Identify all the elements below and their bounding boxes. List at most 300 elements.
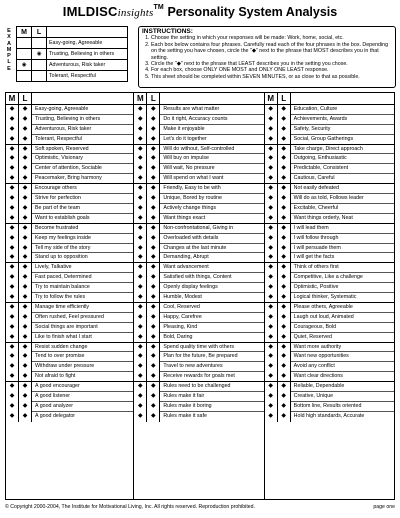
least-diamond-icon[interactable]: ◆	[19, 115, 32, 125]
least-diamond-icon[interactable]: ◆	[278, 402, 291, 412]
phrase-box	[6, 303, 133, 343]
phrase-text: Demanding, Abrupt	[163, 254, 209, 261]
most-diamond-icon[interactable]: ◆	[265, 392, 278, 402]
phrase-text: A good delegator	[35, 412, 76, 419]
most-diamond-icon[interactable]: ◆	[6, 174, 19, 184]
phrase-row	[134, 362, 263, 372]
least-diamond-icon[interactable]: ◆	[278, 263, 291, 273]
phrase-row	[6, 362, 133, 372]
most-diamond-icon[interactable]: ◆	[6, 372, 19, 382]
phrase-text: Want to establish goals	[35, 214, 90, 221]
least-diamond-icon[interactable]: ◆	[147, 184, 160, 194]
least-diamond-icon[interactable]: ◆	[278, 115, 291, 125]
most-diamond-icon[interactable]: ◆	[6, 303, 19, 313]
most-diamond-icon[interactable]: ◆	[265, 362, 278, 372]
least-diamond-icon[interactable]: ◆	[278, 253, 291, 263]
least-diamond-icon[interactable]: ◆	[278, 382, 291, 392]
phrase-text: Will buy on impulse	[160, 154, 263, 164]
most-diamond-icon[interactable]: ◆	[265, 412, 278, 422]
phrase-row	[6, 224, 133, 234]
least-diamond-icon[interactable]: ◆	[278, 234, 291, 244]
least-diamond-icon[interactable]: ◆	[19, 224, 32, 234]
phrase-row	[265, 105, 394, 115]
phrase-box	[265, 303, 394, 343]
least-diamond-icon[interactable]: ◆	[278, 174, 291, 184]
most-diamond-icon[interactable]: ◆	[134, 135, 147, 145]
least-diamond-icon[interactable]: ◆	[147, 204, 160, 214]
most-diamond-icon[interactable]: ◆	[6, 184, 19, 194]
phrase-box	[265, 184, 394, 224]
phrase-row	[265, 224, 394, 234]
least-diamond-icon[interactable]: ◆	[278, 372, 291, 382]
phrase-text: Courageous, Bold	[291, 323, 394, 333]
least-diamond-icon[interactable]: ◆	[147, 214, 160, 224]
most-diamond-icon[interactable]: ◆	[6, 343, 19, 353]
phrase-row	[6, 263, 133, 273]
instruction-item: 3. Circle the "◆" next to the phrase that LEAST describes you in the setting you chose.	[151, 61, 392, 67]
most-diamond-icon[interactable]: ◆	[134, 333, 147, 343]
example-l-cell[interactable]: ◉	[32, 49, 47, 60]
phrase-row	[265, 333, 394, 343]
most-diamond-icon[interactable]: ◆	[6, 105, 19, 115]
least-diamond-icon[interactable]: ◆	[147, 333, 160, 343]
most-diamond-icon[interactable]: ◆	[265, 105, 278, 115]
most-diamond-icon[interactable]: ◆	[265, 174, 278, 184]
least-diamond-icon[interactable]: ◆	[147, 293, 160, 303]
least-diamond-icon[interactable]: ◆	[147, 412, 160, 422]
example-l-cell[interactable]	[32, 38, 47, 49]
most-diamond-icon[interactable]: ◆	[265, 135, 278, 145]
most-diamond-icon[interactable]: ◆	[134, 224, 147, 234]
most-diamond-icon[interactable]: ◆	[134, 204, 147, 214]
least-diamond-icon[interactable]: ◆	[147, 164, 160, 174]
most-diamond-icon[interactable]: ◆	[265, 194, 278, 204]
most-diamond-icon[interactable]: ◆	[265, 154, 278, 164]
least-diamond-icon[interactable]: ◆	[278, 145, 291, 155]
least-diamond-icon[interactable]: ◆	[19, 343, 32, 353]
most-diamond-icon[interactable]: ◆	[6, 204, 19, 214]
phrase-text: Fast paced, Determined	[32, 273, 133, 283]
phrase-row	[265, 214, 394, 224]
phrase-box	[134, 184, 263, 224]
phrase-text: Strive for perfection	[32, 194, 133, 204]
most-diamond-icon[interactable]: ◆	[134, 362, 147, 372]
most-diamond-icon[interactable]: ◆	[6, 253, 19, 263]
example-m-cell[interactable]	[17, 38, 32, 49]
phrase-text: Creative, Unique	[291, 392, 394, 402]
least-diamond-icon[interactable]: ◆	[147, 125, 160, 135]
least-diamond-icon[interactable]: ◆	[278, 244, 291, 254]
phrase-row	[134, 204, 263, 214]
most-diamond-icon[interactable]: ◆	[265, 253, 278, 263]
least-diamond-icon[interactable]: ◆	[19, 125, 32, 135]
most-diamond-icon[interactable]: ◆	[6, 313, 19, 323]
most-diamond-icon[interactable]: ◆	[134, 145, 147, 155]
most-diamond-icon[interactable]: ◆	[265, 244, 278, 254]
most-diamond-icon[interactable]: ◆	[6, 392, 19, 402]
most-diamond-icon[interactable]: ◆	[134, 323, 147, 333]
phrase-box	[6, 382, 133, 422]
most-diamond-icon[interactable]: ◆	[6, 135, 19, 145]
most-diamond-icon[interactable]: ◆	[6, 323, 19, 333]
least-diamond-icon[interactable]: ◆	[147, 105, 160, 115]
most-diamond-icon[interactable]: ◆	[265, 234, 278, 244]
least-diamond-icon[interactable]: ◆	[278, 204, 291, 214]
most-diamond-icon[interactable]: ◆	[6, 224, 19, 234]
least-diamond-icon[interactable]: ◆	[278, 313, 291, 323]
phrase-text: Keep my feelings inside	[32, 234, 133, 244]
least-diamond-icon[interactable]: ◆	[19, 372, 32, 382]
phrase-box	[134, 145, 263, 185]
most-diamond-icon[interactable]: ◆	[6, 115, 19, 125]
least-diamond-icon[interactable]: ◆	[147, 382, 160, 392]
least-diamond-icon[interactable]: ◆	[278, 333, 291, 343]
most-diamond-icon[interactable]: ◆	[134, 412, 147, 422]
least-diamond-icon[interactable]: ◆	[19, 303, 32, 313]
most-diamond-icon[interactable]: ◆	[265, 145, 278, 155]
phrase-box	[134, 105, 263, 145]
least-diamond-icon[interactable]: ◆	[278, 214, 291, 224]
phrase-row	[134, 224, 263, 234]
most-diamond-icon[interactable]: ◆	[6, 244, 19, 254]
least-diamond-icon[interactable]: ◆	[147, 283, 160, 293]
most-diamond-icon[interactable]: ◆	[134, 283, 147, 293]
least-diamond-icon[interactable]: ◆	[278, 224, 291, 234]
most-diamond-icon[interactable]: ◆	[265, 115, 278, 125]
most-diamond-icon[interactable]: ◆	[265, 333, 278, 343]
phrase-box	[265, 105, 394, 145]
least-diamond-icon[interactable]: ◆	[19, 105, 32, 115]
least-diamond-icon[interactable]: ◆	[147, 263, 160, 273]
most-diamond-icon[interactable]: ◆	[6, 402, 19, 412]
most-diamond-icon[interactable]: ◆	[6, 234, 19, 244]
least-diamond-icon[interactable]: ◆	[278, 283, 291, 293]
phrase-row	[265, 303, 394, 313]
example-phrase: Tolerant, Respectful	[47, 71, 128, 82]
least-diamond-icon[interactable]: ◆	[19, 382, 32, 392]
least-diamond-icon[interactable]: ◆	[19, 273, 32, 283]
phrase-row	[134, 402, 263, 412]
most-diamond-icon[interactable]: ◆	[6, 352, 19, 362]
least-diamond-icon[interactable]: ◆	[19, 362, 32, 372]
least-diamond-icon[interactable]: ◆	[147, 273, 160, 283]
phrase-text: Bold, Daring	[163, 333, 193, 340]
phrase-row	[6, 204, 133, 214]
least-diamond-icon[interactable]: ◆	[19, 253, 32, 263]
least-diamond-icon[interactable]: ◆	[147, 372, 160, 382]
most-diamond-icon[interactable]: ◆	[134, 253, 147, 263]
most-diamond-icon[interactable]: ◆	[134, 392, 147, 402]
least-diamond-icon[interactable]: ◆	[19, 333, 32, 343]
phrase-row	[134, 194, 263, 204]
most-diamond-icon[interactable]: ◆	[265, 382, 278, 392]
phrase-row	[265, 392, 394, 402]
least-diamond-icon[interactable]: ◆	[147, 392, 160, 402]
least-diamond-icon[interactable]: ◆	[147, 224, 160, 234]
header-l: L	[277, 93, 290, 104]
phrase-row	[265, 125, 394, 135]
phrase-box	[134, 382, 263, 422]
header-l: L	[146, 93, 159, 104]
most-diamond-icon[interactable]: ◆	[6, 194, 19, 204]
most-diamond-icon[interactable]: ◆	[134, 164, 147, 174]
least-diamond-icon[interactable]: ◆	[19, 184, 32, 194]
most-diamond-icon[interactable]: ◆	[265, 303, 278, 313]
most-diamond-icon[interactable]: ◆	[265, 323, 278, 333]
least-diamond-icon[interactable]: ◆	[278, 303, 291, 313]
phrase-text: Plan for the future, Be prepared	[160, 352, 263, 362]
example-m-cell[interactable]	[17, 49, 32, 60]
most-diamond-icon[interactable]: ◆	[6, 382, 19, 392]
phrase-text: Education, Culture	[291, 105, 394, 115]
most-diamond-icon[interactable]: ◆	[265, 204, 278, 214]
least-diamond-icon[interactable]: ◆	[19, 244, 32, 254]
phrase-box	[6, 343, 133, 383]
phrase-text: Adventurous, Risk taker	[32, 125, 133, 135]
most-diamond-icon[interactable]: ◆	[134, 154, 147, 164]
most-diamond-icon[interactable]: ◆	[265, 293, 278, 303]
most-diamond-icon[interactable]: ◆	[134, 273, 147, 283]
most-diamond-icon[interactable]: ◆	[134, 244, 147, 254]
most-diamond-icon[interactable]: ◆	[134, 313, 147, 323]
phrase-text: Become frustrated	[32, 224, 133, 234]
least-diamond-icon[interactable]: ◆	[19, 392, 32, 402]
example-row	[17, 71, 128, 82]
phrase-text: Want things orderly, Neat	[293, 214, 353, 221]
example-l-cell[interactable]	[32, 71, 47, 82]
most-diamond-icon[interactable]: ◆	[134, 125, 147, 135]
least-diamond-icon[interactable]: ◆	[278, 323, 291, 333]
most-diamond-icon[interactable]: ◆	[134, 194, 147, 204]
least-diamond-icon[interactable]: ◆	[19, 283, 32, 293]
instruction-item: 4. For each box, choose ONLY ONE MOST and ONLY ONE LEAST response.	[151, 67, 392, 73]
least-diamond-icon[interactable]: ◆	[147, 303, 160, 313]
phrase-box	[265, 263, 394, 303]
least-diamond-icon[interactable]: ◆	[147, 194, 160, 204]
phrase-row	[134, 412, 263, 422]
example-row	[17, 38, 128, 49]
most-diamond-icon[interactable]: ◆	[6, 362, 19, 372]
most-diamond-icon[interactable]: ◆	[6, 145, 19, 155]
least-diamond-icon[interactable]: ◆	[147, 253, 160, 263]
phrase-text: I will get the facts	[293, 254, 335, 261]
phrase-text: Tend to over promise	[32, 352, 133, 362]
most-diamond-icon[interactable]: ◆	[134, 115, 147, 125]
most-diamond-icon[interactable]: ◆	[134, 382, 147, 392]
least-diamond-icon[interactable]: ◆	[19, 154, 32, 164]
most-diamond-icon[interactable]: ◆	[265, 224, 278, 234]
most-diamond-icon[interactable]: ◆	[134, 263, 147, 273]
phrase-row	[265, 362, 394, 372]
phrase-text: Changes at the last minute	[160, 244, 263, 254]
most-diamond-icon[interactable]: ◆	[265, 263, 278, 273]
least-diamond-icon[interactable]: ◆	[19, 402, 32, 412]
phrase-text: Bottom line, Results oriented	[291, 402, 394, 412]
most-diamond-icon[interactable]: ◆	[6, 214, 19, 224]
phrase-row	[6, 115, 133, 125]
example-phrase: Easy-going, Agreeable	[47, 38, 128, 49]
least-diamond-icon[interactable]: ◆	[278, 293, 291, 303]
phrase-text: Competitive, Like a challenge	[291, 273, 394, 283]
example-row	[17, 49, 128, 60]
least-diamond-icon[interactable]: ◆	[147, 402, 160, 412]
most-diamond-icon[interactable]: ◆	[265, 125, 278, 135]
phrase-row	[134, 343, 263, 353]
least-diamond-icon[interactable]: ◆	[19, 194, 32, 204]
least-diamond-icon[interactable]: ◆	[19, 145, 32, 155]
phrase-row	[265, 323, 394, 333]
least-diamond-icon[interactable]: ◆	[19, 204, 32, 214]
most-diamond-icon[interactable]: ◆	[6, 263, 19, 273]
least-diamond-icon[interactable]: ◆	[19, 164, 32, 174]
phrase-row	[6, 154, 133, 164]
phrase-text: Travel to new adventures	[160, 362, 263, 372]
most-diamond-icon[interactable]: ◆	[134, 343, 147, 353]
least-diamond-icon[interactable]: ◆	[19, 412, 32, 422]
phrase-text: A good analyzer	[32, 402, 133, 412]
least-diamond-icon[interactable]: ◆	[278, 343, 291, 353]
phrase-text: Logical thinker, Systematic	[293, 294, 357, 301]
least-diamond-icon[interactable]: ◆	[147, 362, 160, 372]
most-diamond-icon[interactable]: ◆	[265, 372, 278, 382]
phrase-text: Happy, Carefree	[160, 313, 263, 323]
least-diamond-icon[interactable]: ◆	[19, 135, 32, 145]
phrase-text: Try to follow the rules	[35, 294, 86, 301]
most-diamond-icon[interactable]: ◆	[6, 412, 19, 422]
most-diamond-icon[interactable]: ◆	[265, 184, 278, 194]
least-diamond-icon[interactable]: ◆	[278, 412, 291, 422]
least-diamond-icon[interactable]: ◆	[278, 352, 291, 362]
least-diamond-icon[interactable]: ◆	[19, 293, 32, 303]
least-diamond-icon[interactable]: ◆	[147, 313, 160, 323]
most-diamond-icon[interactable]: ◆	[6, 333, 19, 343]
least-diamond-icon[interactable]: ◆	[147, 154, 160, 164]
least-diamond-icon[interactable]: ◆	[278, 154, 291, 164]
phrase-row	[265, 253, 394, 263]
least-diamond-icon[interactable]: ◆	[278, 125, 291, 135]
most-diamond-icon[interactable]: ◆	[134, 303, 147, 313]
most-diamond-icon[interactable]: ◆	[6, 273, 19, 283]
most-diamond-icon[interactable]: ◆	[265, 283, 278, 293]
most-diamond-icon[interactable]: ◆	[265, 343, 278, 353]
most-diamond-icon[interactable]: ◆	[134, 234, 147, 244]
phrase-row	[6, 135, 133, 145]
least-diamond-icon[interactable]: ◆	[147, 234, 160, 244]
least-diamond-icon[interactable]: ◆	[19, 352, 32, 362]
column-header	[265, 93, 394, 105]
most-diamond-icon[interactable]: ◆	[134, 293, 147, 303]
most-diamond-icon[interactable]: ◆	[134, 105, 147, 115]
least-diamond-icon[interactable]: ◆	[19, 313, 32, 323]
phrase-row	[6, 293, 133, 303]
phrase-row	[134, 273, 263, 283]
least-diamond-icon[interactable]: ◆	[19, 323, 32, 333]
most-diamond-icon[interactable]: ◆	[6, 283, 19, 293]
phrase-text: Want clear directions	[293, 373, 343, 380]
most-diamond-icon[interactable]: ◆	[265, 214, 278, 224]
least-diamond-icon[interactable]: ◆	[19, 234, 32, 244]
phrase-row	[265, 164, 394, 174]
least-diamond-icon[interactable]: ◆	[278, 273, 291, 283]
most-diamond-icon[interactable]: ◆	[134, 174, 147, 184]
least-diamond-icon[interactable]: ◆	[147, 115, 160, 125]
least-diamond-icon[interactable]: ◆	[147, 323, 160, 333]
most-diamond-icon[interactable]: ◆	[134, 214, 147, 224]
most-diamond-icon[interactable]: ◆	[134, 372, 147, 382]
phrase-row	[6, 164, 133, 174]
phrase-row	[265, 293, 394, 303]
least-diamond-icon[interactable]: ◆	[278, 105, 291, 115]
least-diamond-icon[interactable]: ◆	[278, 184, 291, 194]
phrase-text: Often rushed, Feel pressured	[32, 313, 133, 323]
example-l-cell[interactable]	[32, 60, 47, 71]
phrase-text: Rules need to be challenged	[160, 382, 263, 392]
phrase-row	[265, 273, 394, 283]
phrase-text: Peacemaker, Bring harmony	[35, 175, 102, 182]
page-number: page one	[373, 504, 395, 510]
phrase-text: I will follow through	[291, 234, 394, 244]
least-diamond-icon[interactable]: ◆	[147, 174, 160, 184]
most-diamond-icon[interactable]: ◆	[6, 154, 19, 164]
most-diamond-icon[interactable]: ◆	[265, 164, 278, 174]
phrase-text: Predictable, Consistent	[291, 164, 394, 174]
most-diamond-icon[interactable]: ◆	[134, 352, 147, 362]
phrase-text: Not afraid to fight	[35, 373, 76, 380]
phrase-text: Receive rewards for goals met	[163, 373, 235, 380]
phrase-row	[134, 372, 263, 382]
phrase-row	[6, 273, 133, 283]
most-diamond-icon[interactable]: ◆	[265, 313, 278, 323]
phrase-row	[6, 392, 133, 402]
most-diamond-icon[interactable]: ◆	[134, 184, 147, 194]
phrase-row	[265, 313, 394, 323]
example-m-cell[interactable]: ◉	[17, 60, 32, 71]
phrase-text: Want more authority	[291, 343, 394, 353]
least-diamond-icon[interactable]: ◆	[147, 244, 160, 254]
least-diamond-icon[interactable]: ◆	[147, 343, 160, 353]
phrase-text: A good listener	[32, 392, 133, 402]
example-col-m: M	[17, 27, 32, 38]
phrase-row	[134, 184, 263, 194]
phrase-text: Lively, Talkative	[32, 263, 133, 273]
least-diamond-icon[interactable]: ◆	[278, 392, 291, 402]
least-diamond-icon[interactable]: ◆	[19, 214, 32, 224]
most-diamond-icon[interactable]: ◆	[265, 402, 278, 412]
least-diamond-icon[interactable]: ◆	[147, 352, 160, 362]
most-diamond-icon[interactable]: ◆	[265, 352, 278, 362]
most-diamond-icon[interactable]: ◆	[6, 293, 19, 303]
least-diamond-icon[interactable]: ◆	[147, 145, 160, 155]
least-diamond-icon[interactable]: ◆	[278, 194, 291, 204]
phrase-row	[6, 184, 133, 194]
example-m-cell[interactable]	[17, 71, 32, 82]
least-diamond-icon[interactable]: ◆	[147, 135, 160, 145]
least-diamond-icon[interactable]: ◆	[278, 164, 291, 174]
most-diamond-icon[interactable]: ◆	[265, 273, 278, 283]
most-diamond-icon[interactable]: ◆	[6, 125, 19, 135]
phrase-text: Want things exact	[163, 214, 206, 221]
most-diamond-icon[interactable]: ◆	[134, 402, 147, 412]
least-diamond-icon[interactable]: ◆	[19, 174, 32, 184]
phrase-text: Laugh out loud, Animated	[291, 313, 394, 323]
least-diamond-icon[interactable]: ◆	[278, 362, 291, 372]
phrase-text: Make it enjoyable	[160, 125, 263, 135]
phrase-text: Non-confrontational, Giving in	[160, 224, 263, 234]
most-diamond-icon[interactable]: ◆	[6, 164, 19, 174]
phrase-row	[265, 263, 394, 273]
least-diamond-icon[interactable]: ◆	[278, 135, 291, 145]
least-diamond-icon[interactable]: ◆	[19, 263, 32, 273]
